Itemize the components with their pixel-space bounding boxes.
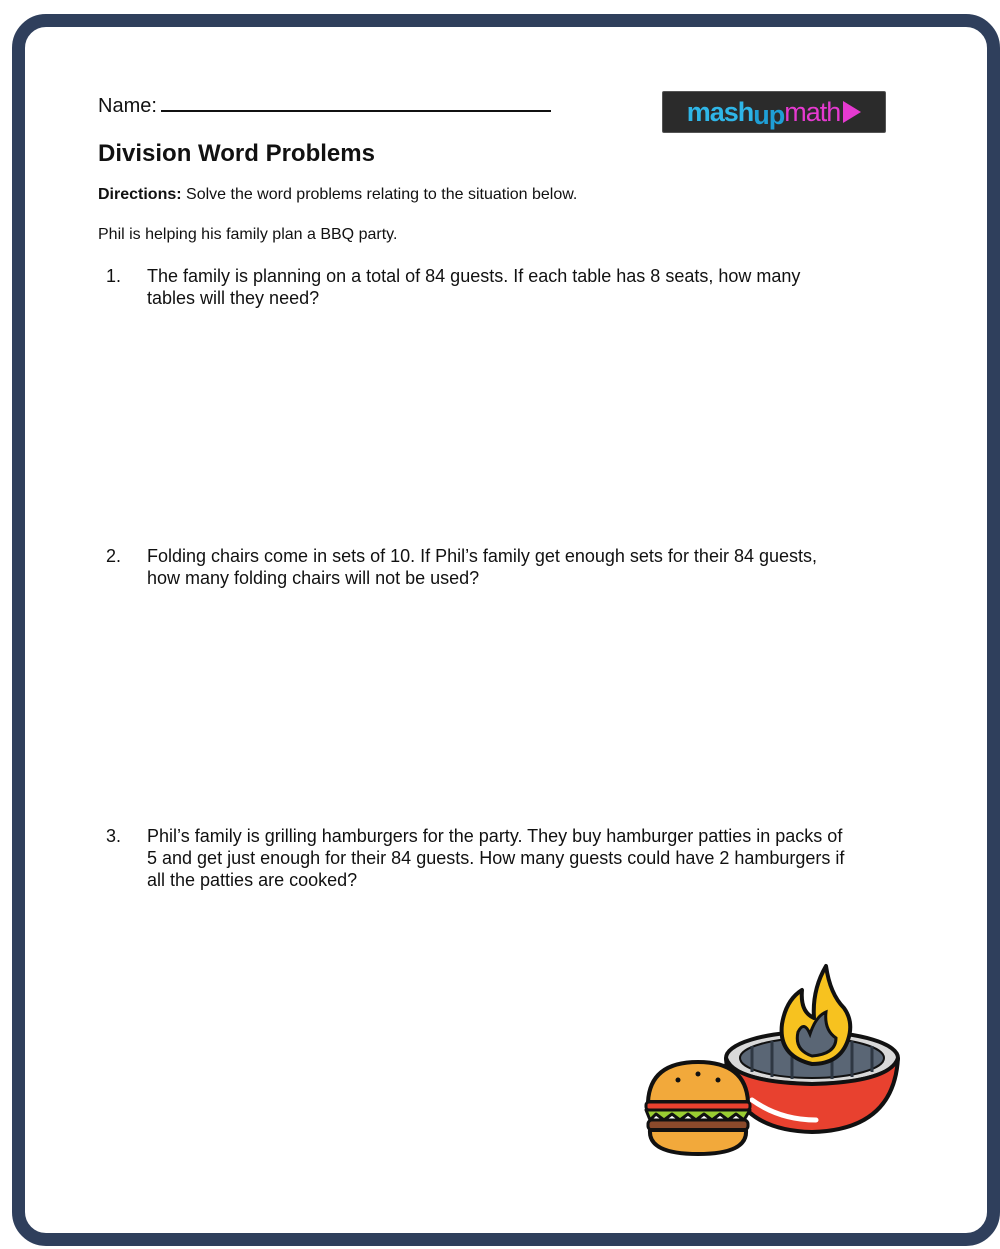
problem-2	[106, 545, 846, 589]
hamburger-icon	[646, 1062, 750, 1154]
problem-text: Folding chairs come in sets of 10. If Phil’s family get enough sets for their 84 guests, how many folding chairs will not be used?	[147, 546, 818, 588]
name-label: Name:	[98, 95, 157, 117]
problem-number: 1.	[106, 266, 122, 286]
logo-math-text: math	[784, 96, 841, 127]
directions-text: Solve the word problems relating to the situation below.	[181, 186, 578, 203]
bbq-illustration	[640, 960, 910, 1160]
directions	[98, 186, 577, 204]
name-field[interactable]	[98, 90, 551, 118]
mashupmath-logo	[662, 91, 886, 133]
logo-mash-text: mash	[686, 96, 754, 127]
page-title: Division Word Problems	[98, 140, 375, 167]
problem-3	[106, 825, 846, 891]
name-blank-line[interactable]	[161, 90, 551, 112]
play-triangle-icon	[843, 101, 861, 123]
problem-1	[106, 265, 846, 309]
logo-up-text: up	[753, 99, 785, 130]
problem-number: 2.	[106, 546, 122, 566]
problem-number: 3.	[106, 826, 122, 846]
problem-text: Phil’s family is grilling hamburgers for the party. They buy hamburger patties in packs of 5 and get just enough for their 84 guests. How many guests could have 2 hamburgers if all the patties are cooked?	[147, 826, 845, 890]
intro-text: Phil is helping his family plan a BBQ party.	[98, 226, 398, 243]
directions-label: Directions:	[98, 186, 182, 203]
flame-icon	[782, 966, 851, 1064]
problem-text: The family is planning on a total of 84 guests. If each table has 8 seats, how many tables will they need?	[147, 266, 801, 308]
